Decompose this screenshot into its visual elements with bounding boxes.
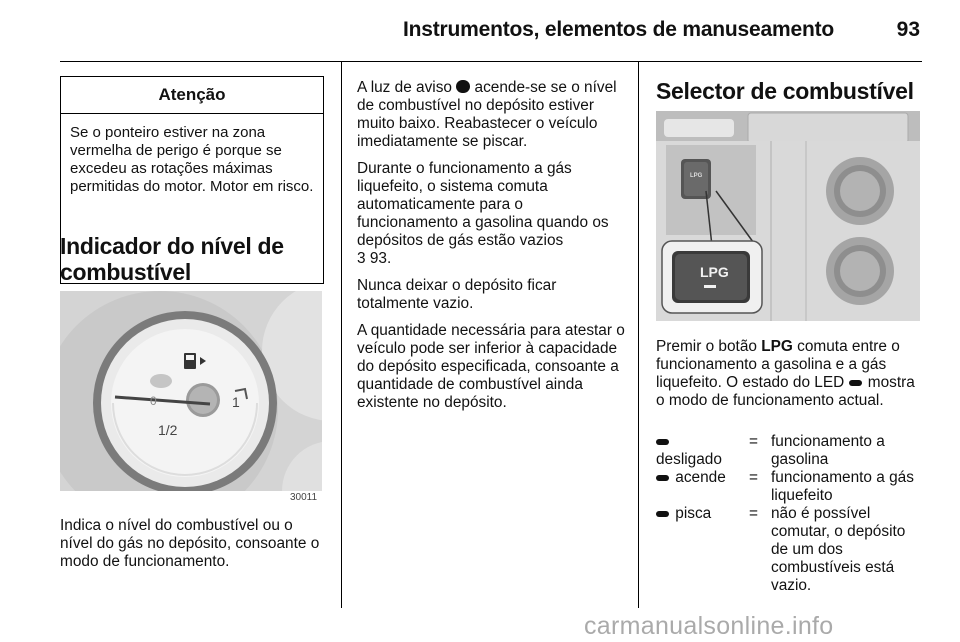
- list-item: [656, 433, 922, 469]
- selector-text-c: mostra o modo de funcionamento actual.: [656, 374, 915, 409]
- gauge-full-label: 1: [232, 394, 240, 410]
- state-equals: =: [749, 469, 758, 486]
- state-equals: =: [749, 505, 758, 522]
- selector-text-a: Premir o botão: [656, 338, 757, 355]
- fuel-heading: Indicador do nível de combustível: [60, 233, 284, 285]
- fuel-gauge-figure: [60, 291, 322, 505]
- lpg-button-label: LPG: [700, 264, 729, 280]
- lpg-switch-paragraph: [357, 160, 625, 268]
- state-equals: =: [749, 433, 758, 450]
- gauge-empty-label: 0: [150, 394, 157, 408]
- led-icon: [656, 439, 669, 445]
- header-title: Instrumentos, elementos de manuseamento: [403, 18, 834, 41]
- warning-light-icon: [456, 80, 470, 93]
- state-definition: funcionamento a gás liquefeito: [771, 469, 914, 504]
- small-lpg-label: LPG: [690, 173, 703, 179]
- never-empty-paragraph: Nunca deixar o depósito ficar totalmente vazio.: [357, 277, 557, 312]
- state-definition: não é possível comutar, o depósito de um dos combustíveis está vazio.: [771, 505, 906, 594]
- page-number: 93: [896, 18, 920, 41]
- state-term: acende: [675, 469, 726, 486]
- warning-light-paragraph: [357, 79, 625, 151]
- selector-text-b: comuta entre o funcionamento a gasolina e a gás liquefeito. O estado do LED: [656, 338, 900, 391]
- warning-title: Atenção: [61, 77, 323, 114]
- led-icon: [656, 475, 669, 481]
- selector-heading: Selector de combustível: [656, 78, 914, 104]
- fill-quantity-paragraph: A quantidade necessária para atestar o veículo pode ser inferior à capacidade do depósito especificada, consoante a quantidade de combustível ainda existente no depósito.: [357, 322, 625, 411]
- list-item: [656, 505, 922, 595]
- state-term: desligado: [656, 451, 722, 468]
- fuel-selector-figure: [656, 111, 920, 321]
- header-rule: [60, 61, 922, 62]
- led-icon: [656, 511, 669, 517]
- lpg-led-icon: [704, 285, 716, 288]
- warning-light-text-b: acende-se se o nível de combustível no depósito estiver muito baixo. Reabastecer o veículo imediatamente se piscar.: [357, 79, 617, 150]
- fuel-gauge-illustration: [60, 291, 322, 505]
- watermark: carmanualsonline.info: [584, 612, 834, 640]
- fuel-caption: Indica o nível do combustível ou o nível do gás no depósito, consoante o modo de funcionamento.: [60, 517, 320, 570]
- led-icon: [849, 380, 862, 386]
- led-state-list: [656, 433, 922, 595]
- warning-light-text-a: A luz de aviso: [357, 79, 452, 96]
- page-reference: 3 93.: [357, 250, 392, 267]
- figure-number: 30011: [290, 492, 318, 503]
- warning-text: Se o ponteiro estiver na zona vermelha de perigo é porque se excedeu as rotações máximas permitidas do motor. Motor em risco.: [70, 124, 314, 195]
- column-divider-1: [341, 62, 342, 608]
- lpg-keyword: LPG: [761, 338, 793, 355]
- list-item: [656, 469, 922, 505]
- selector-paragraph: [656, 338, 922, 410]
- page-header: [60, 16, 922, 46]
- gauge-half-label: 1/2: [158, 422, 178, 438]
- lpg-switch-text: Durante o funcionamento a gás liquefeito, o sistema comuta automaticamente para o funcionamento a gasolina quando os depósitos de gás estão vazios: [357, 160, 609, 249]
- state-definition: funcionamento a gasolina: [771, 433, 885, 468]
- state-term: pisca: [675, 505, 712, 522]
- fuel-selector-illustration: [656, 111, 920, 321]
- column-divider-2: [638, 62, 639, 608]
